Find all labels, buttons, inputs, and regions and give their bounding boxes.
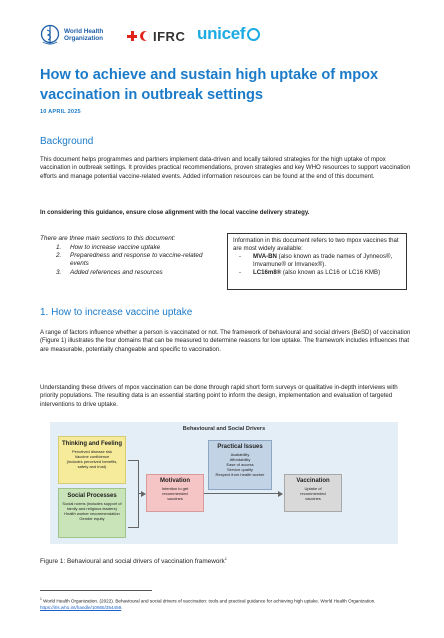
caption-footnote-ref: 1 — [224, 556, 227, 561]
section1-heading: 1. How to increase vaccine uptake — [40, 307, 193, 318]
vaccine-description: (also known as LC16 or LC16 KMB) — [281, 269, 381, 277]
footnote — [40, 596, 412, 612]
list-item — [40, 244, 220, 252]
diagram-title: Behavioural and Social Drivers — [182, 426, 266, 432]
box-line: Health worker recommendation — [64, 511, 120, 516]
red-crescent-icon — [140, 31, 150, 41]
practical-issues-box — [208, 440, 272, 490]
list-item — [40, 252, 220, 268]
box-title: Vaccination — [296, 478, 330, 484]
vaccine-name: LC16m8® — [253, 269, 282, 277]
who-name-line1: World Health — [64, 27, 104, 35]
ifrc-wordmark: IFRC — [153, 28, 186, 44]
footnote-text: World Health Organization. (2022). Behavioural and social drivers of vaccination: tools and practical guidance for achieving high uptake. World Health Organization. — [41, 598, 376, 604]
box-line: Affordability — [229, 457, 251, 462]
list-text: Added references and resources — [70, 268, 163, 276]
box-line: recommended — [162, 491, 188, 496]
footnote-divider — [40, 590, 152, 591]
who-name-line2: Organization — [64, 35, 104, 42]
bracket-arrow — [138, 493, 144, 494]
list-item — [233, 269, 401, 277]
list-item — [233, 253, 401, 268]
who-logo — [40, 22, 124, 48]
box-line: family and religious leaders) — [67, 506, 117, 511]
background-heading: Background — [40, 136, 94, 147]
ifrc-logo — [127, 28, 185, 44]
box-line: Respect from health worker — [215, 472, 265, 477]
box-line: Social norms (includes support of — [62, 501, 122, 506]
vaccine-description: (also known as trade names of Jynneos®, Imvamune® or Imvanex®). — [253, 253, 393, 268]
info-box-intro: Information in this document refers to two mpox vaccines that are most widely available: — [233, 237, 399, 252]
box-line: Intention to get — [161, 486, 189, 491]
box-line: (includes perceived benefits, — [66, 459, 118, 464]
unicef-wordmark: unicef — [197, 24, 246, 43]
box-line: Vaccine confidence — [74, 454, 110, 459]
footnote-link[interactable]: https://iris.who.int/handle/10665/354459 — [40, 605, 122, 611]
box-title: Thinking and Feeling — [62, 441, 122, 447]
vaccine-name: MVA-BN — [253, 253, 277, 261]
drivers-bracket — [128, 460, 139, 528]
box-line: Uptake of — [304, 486, 322, 491]
figure-caption — [40, 556, 227, 565]
box-line: Gender equity — [79, 516, 105, 521]
bullet: - — [239, 269, 242, 277]
box-title: Practical Issues — [217, 444, 263, 450]
section1-paragraph-1: A range of factors influence whether a person is vaccinated or not. The framework of behavioural and social drivers (BeSD) of vaccination (Figure 1) illustrates the four domains that can be measured to determine reasons for low uptake. The framework includes influences that are measurable, potentially changeable and specific to vaccination. — [40, 329, 411, 353]
vaccine-info-box — [227, 233, 407, 290]
list-text: Preparedness and response to vaccine-related events — [70, 252, 203, 268]
document-title: How to achieve and sustain high uptake of mpox vaccination in outbreak settings — [40, 67, 379, 103]
list-number: 2. — [56, 252, 62, 260]
besd-framework-diagram — [50, 422, 398, 544]
sections-intro: There are three main sections to this document: — [40, 235, 176, 242]
list-item — [40, 269, 220, 277]
box-line: Ease of access — [226, 462, 254, 467]
box-line: Perceived disease risk — [71, 449, 113, 454]
bullet: - — [239, 253, 242, 261]
unicef-globe-icon — [247, 28, 260, 41]
alignment-note: In considering this guidance, ensure close alignment with the local vaccine delivery strategy. — [40, 209, 310, 216]
motivation-box — [146, 474, 204, 512]
box-line: Availability — [230, 452, 250, 457]
vaccination-box — [284, 474, 342, 512]
red-cross-icon — [127, 31, 137, 41]
who-emblem-icon — [40, 24, 60, 46]
box-line: safety and trust) — [77, 464, 107, 469]
unicef-logo — [197, 24, 260, 44]
section1-paragraph-2: Understanding these drivers of mpox vaccination can be done through rapid short form surveys or qualitative in-depth interviews with priority populations. The resulting data is an essential starting point to inform the design, implementation and evaluation of targeted interventions to drive uptake. — [40, 384, 398, 408]
box-line: Service quality — [226, 467, 253, 472]
list-text: How to increase vaccine uptake — [70, 244, 161, 251]
motivation-to-vaccination-arrow — [204, 493, 282, 494]
caption-text: Figure 1: Behavioural and social drivers of vaccination framework — [40, 558, 225, 566]
box-title: Social Processes — [67, 493, 117, 499]
list-number: 1. — [56, 244, 62, 251]
footnote-number: 1 — [40, 597, 42, 601]
box-title: Motivation — [160, 478, 190, 484]
footnote-end: . — [121, 605, 123, 611]
social-processes-box — [58, 488, 126, 538]
document-date: 10 APRIL 2025 — [40, 109, 81, 115]
thinking-feeling-box — [58, 436, 126, 484]
box-line: recommended — [300, 491, 326, 496]
list-number: 3. — [56, 268, 62, 276]
box-line: vaccines — [167, 496, 183, 501]
box-line: vaccines — [305, 496, 321, 501]
background-paragraph: This document helps programmes and partners implement data-driven and locally tailored strategies for the high uptake of mpox vaccination in outbreak settings. It provides practical recommendations, proven strategies and key WHO resources to support vaccination efforts and manage potential vaccine-related events. Added information resources can be found at the end of this document. — [40, 156, 411, 180]
sections-list — [40, 244, 220, 277]
